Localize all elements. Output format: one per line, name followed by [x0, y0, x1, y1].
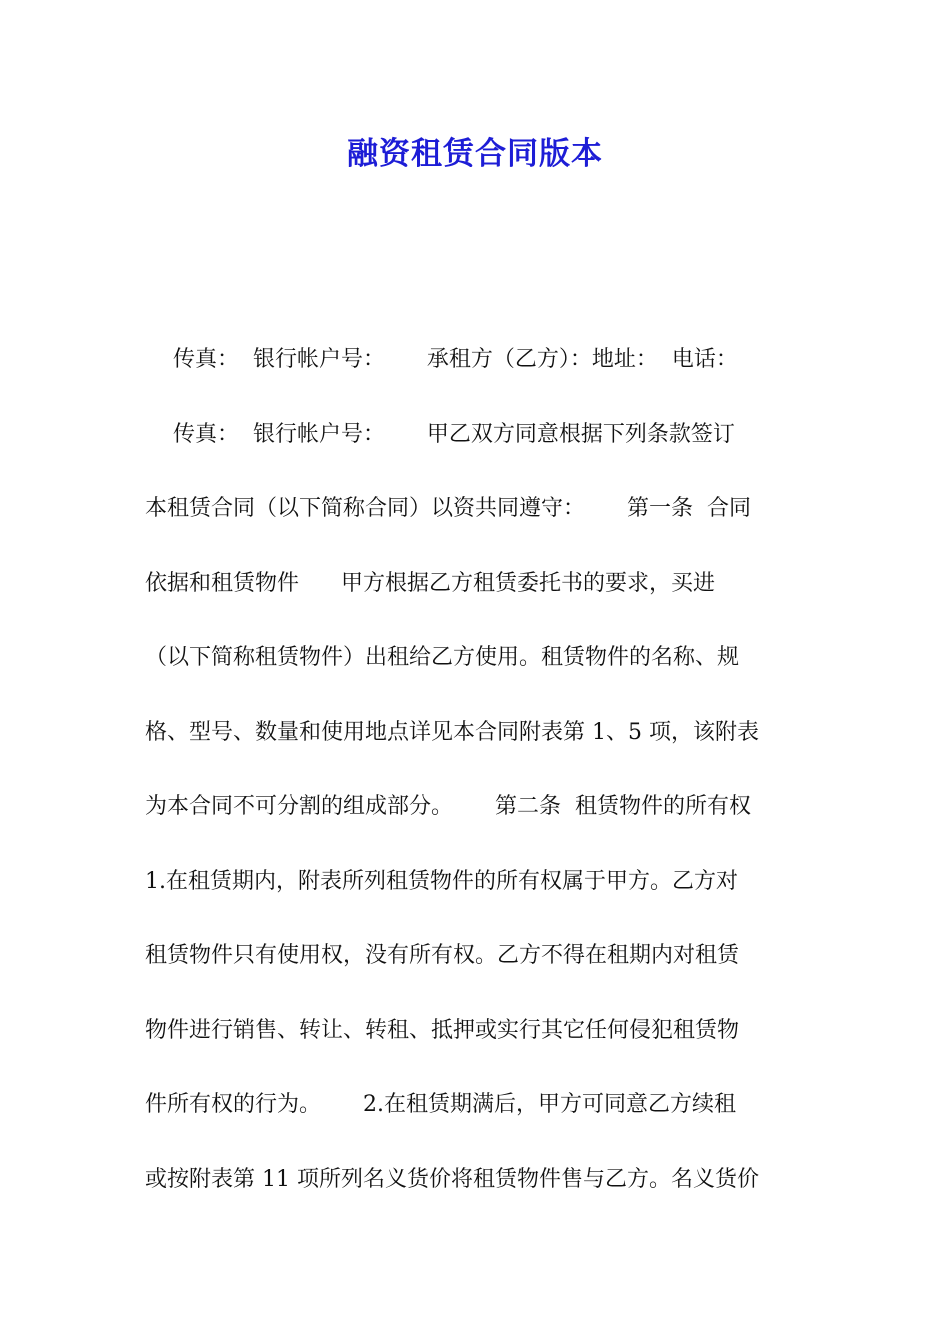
body-line: 为本合同不可分割的组成部分。 第二条 租赁物件的所有权 [145, 794, 751, 819]
body-line: 物件进行销售、转让、转租、抵押或实行其它任何侵犯租赁物 [145, 1017, 740, 1043]
body-line: 或按附表第 11 项所列名义货价将租赁物件售与乙方。名义货价 [145, 1166, 759, 1192]
body-line: 格、型号、数量和使用地点详见本合同附表第 1、5 项，该附表 [145, 719, 759, 745]
body-line: （以下简称租赁物件）出租给乙方使用。租赁物件的名称、规 [145, 645, 740, 670]
body-line: 依据和租赁物件 甲方根据乙方租赁委托书的要求，买进 [145, 570, 715, 596]
body-line: 传真： 银行帐户号： 承租方（乙方）：地址： 电话： [145, 347, 738, 372]
body-line: 租赁物件只有使用权，没有所有权。乙方不得在租期内对租赁 [145, 943, 740, 968]
body-line: 传真： 银行帐户号： 甲乙双方同意根据下列条款签订 [145, 421, 735, 447]
document-body [145, 340, 815, 1234]
body-line: 本租赁合同（以下简称合同）以资共同遵守： 第一条 合同 [145, 496, 751, 521]
body-line: 1.在租赁期内，附表所列租赁物件的所有权属于甲方。乙方对 [145, 868, 738, 894]
document-title: 融资租赁合同版本 [347, 136, 603, 172]
body-line: 件所有权的行为。 2.在租赁期满后，甲方可同意乙方续租 [145, 1092, 736, 1117]
